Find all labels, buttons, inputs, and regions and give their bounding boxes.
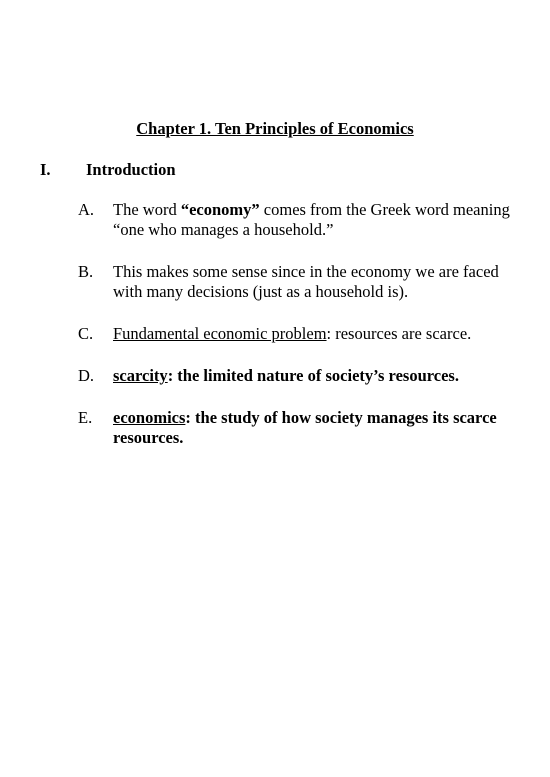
section-title: Introduction <box>86 160 176 179</box>
item-text: Fundamental economic problem: resources are scarce. <box>113 324 472 343</box>
chapter-title: Chapter 1. Ten Principles of Economics <box>136 119 414 138</box>
list-item-c <box>78 324 518 344</box>
item-text: The word “economy” comes from the Greek word meaning “one who manages a household.” <box>113 200 510 239</box>
item-text: economics: the study of how society manages its scarce resources. <box>113 408 497 447</box>
item-letter: B. <box>78 262 94 281</box>
item-letter: E. <box>78 408 93 427</box>
item-letter: D. <box>78 366 95 385</box>
item-letter: A. <box>78 200 95 219</box>
underlined-phrase: Fundamental economic problem <box>113 324 327 343</box>
list-item-e <box>78 408 518 448</box>
list-item-d <box>78 366 518 386</box>
list-item-a <box>78 200 518 240</box>
term-economics: economics <box>113 408 186 427</box>
item-text: This makes some sense since in the economy we are faced with many decisions (just as a household is). <box>113 262 499 301</box>
item-text: scarcity: the limited nature of society’s resources. <box>113 366 459 385</box>
term-scarcity: scarcity <box>113 366 168 385</box>
section-number: I. <box>40 160 51 179</box>
term-economy: “economy” <box>180 200 260 219</box>
section-heading <box>40 160 176 180</box>
list-item-b <box>78 262 518 302</box>
item-letter: C. <box>78 324 94 343</box>
